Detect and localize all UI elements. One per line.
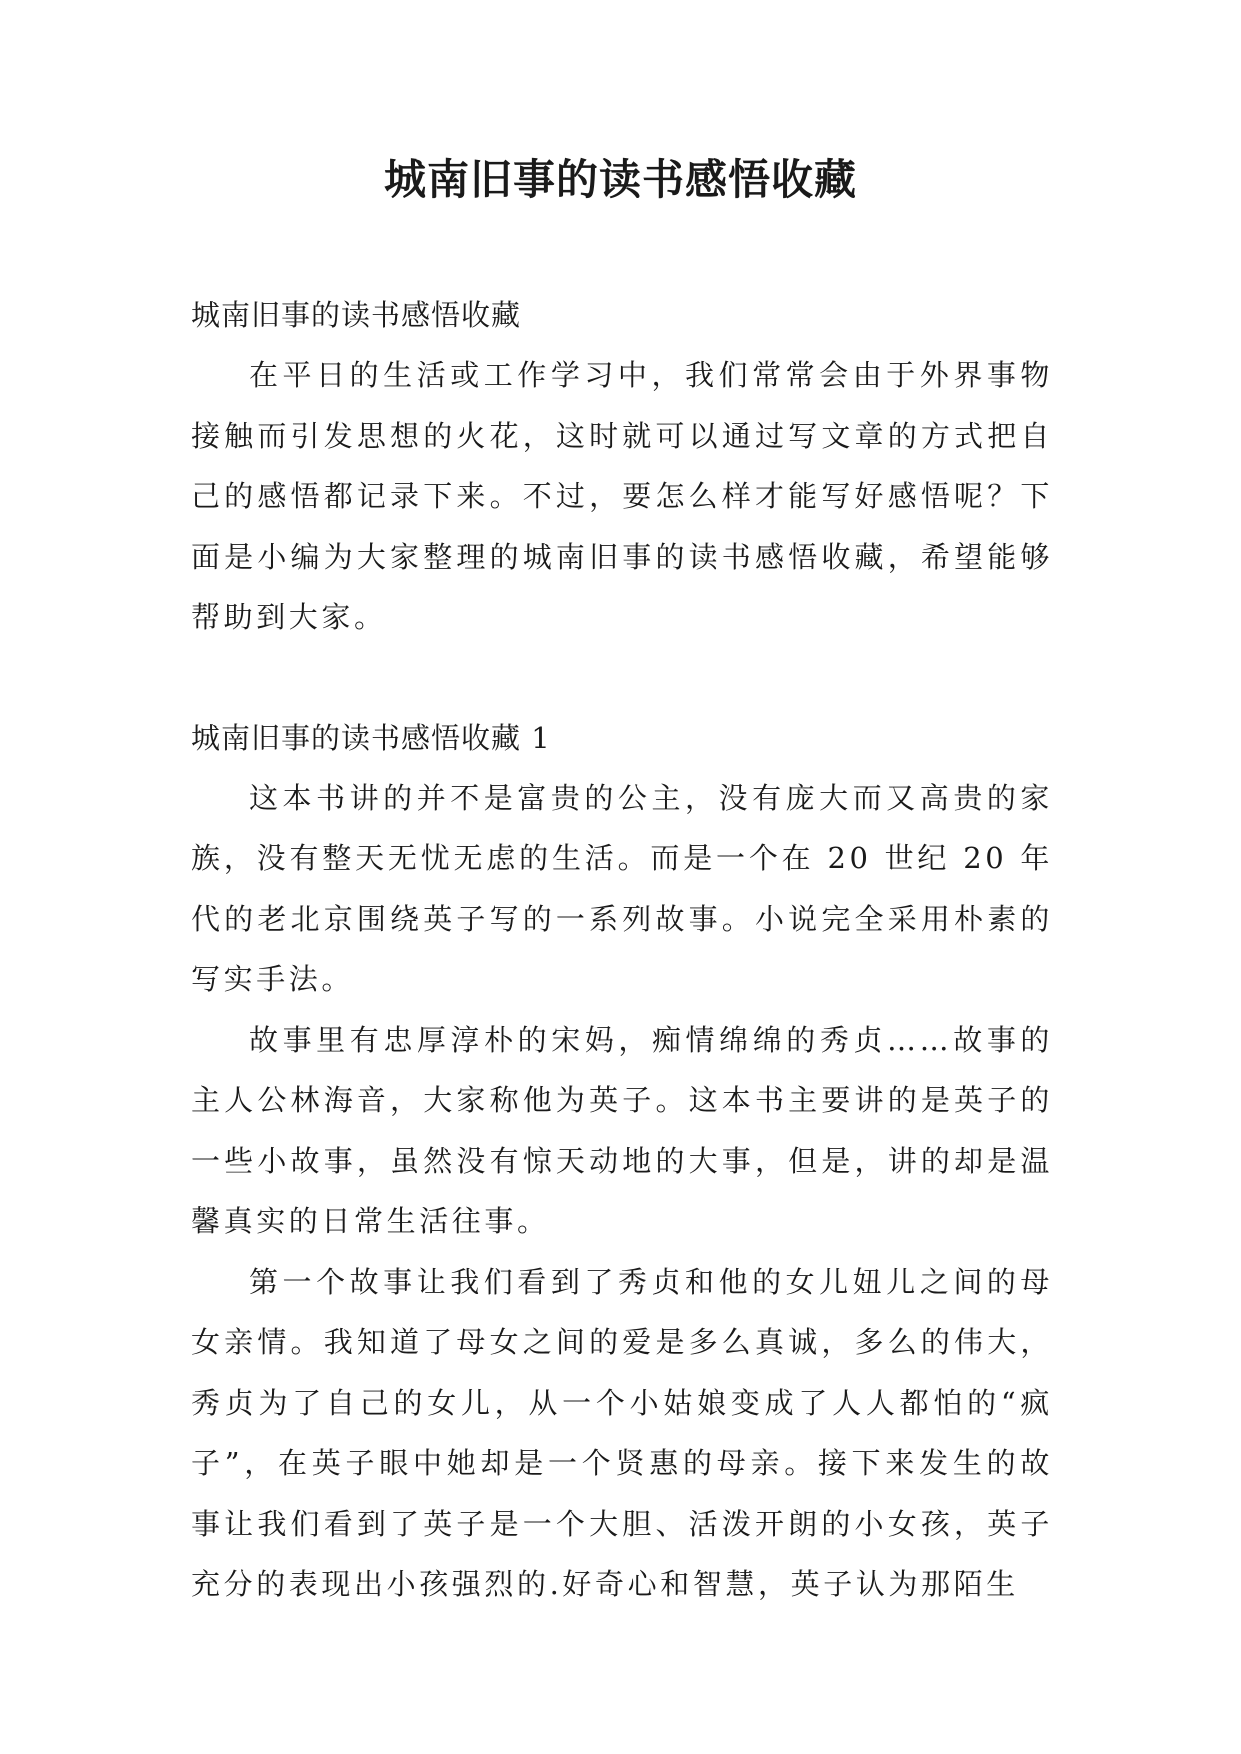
intro-paragraph: 在平日的生活或工作学习中，我们常常会由于外界事物接触而引发思想的火花，这时就可以通过写文章的方式把自己的感悟都记录下来。不过，要怎么样才能写好感悟呢？下面是小编为大家整理的城南旧事的读书感悟收藏，希望能够帮助到大家。 [191, 358, 1053, 634]
section-1-heading: 城南旧事的读书感悟收藏 1 [191, 720, 551, 755]
document-body [191, 285, 1053, 1615]
section-1-paragraph-2: 故事里有忠厚淳朴的宋妈，痴情绵绵的秀贞……故事的主人公林海音，大家称他为英子。这本书主要讲的是英子的一些小故事，虽然没有惊天动地的大事，但是，讲的却是温馨真实的日常生活往事。 [191, 1022, 1053, 1238]
section-1-paragraph-3: 第一个故事让我们看到了秀贞和他的女儿妞儿之间的母女亲情。我知道了母女之间的爱是多么真诚，多么的伟大，秀贞为了自己的女儿，从一个小姑娘变成了人人都怕的“疯子”，在英子眼中她却是一个贤惠的母亲。接下来发生的故事让我们看到了英子是一个大胆、活泼开朗的小女孩，英子充分的表现出小孩强烈的.好奇心和智慧，英子认为那陌生 [191, 1264, 1053, 1601]
section-1-paragraph-1: 这本书讲的并不是富贵的公主，没有庞大而又高贵的家族，没有整天无忧无虑的生活。而是一个在 20 世纪 20 年代的老北京围绕英子写的一系列故事。小说完全采用朴素的写实手法。 [191, 780, 1053, 996]
page-title: 城南旧事的读书感悟收藏 [383, 155, 857, 204]
intro-heading: 城南旧事的读书感悟收藏 [191, 298, 522, 332]
section-spacer [191, 648, 1053, 708]
